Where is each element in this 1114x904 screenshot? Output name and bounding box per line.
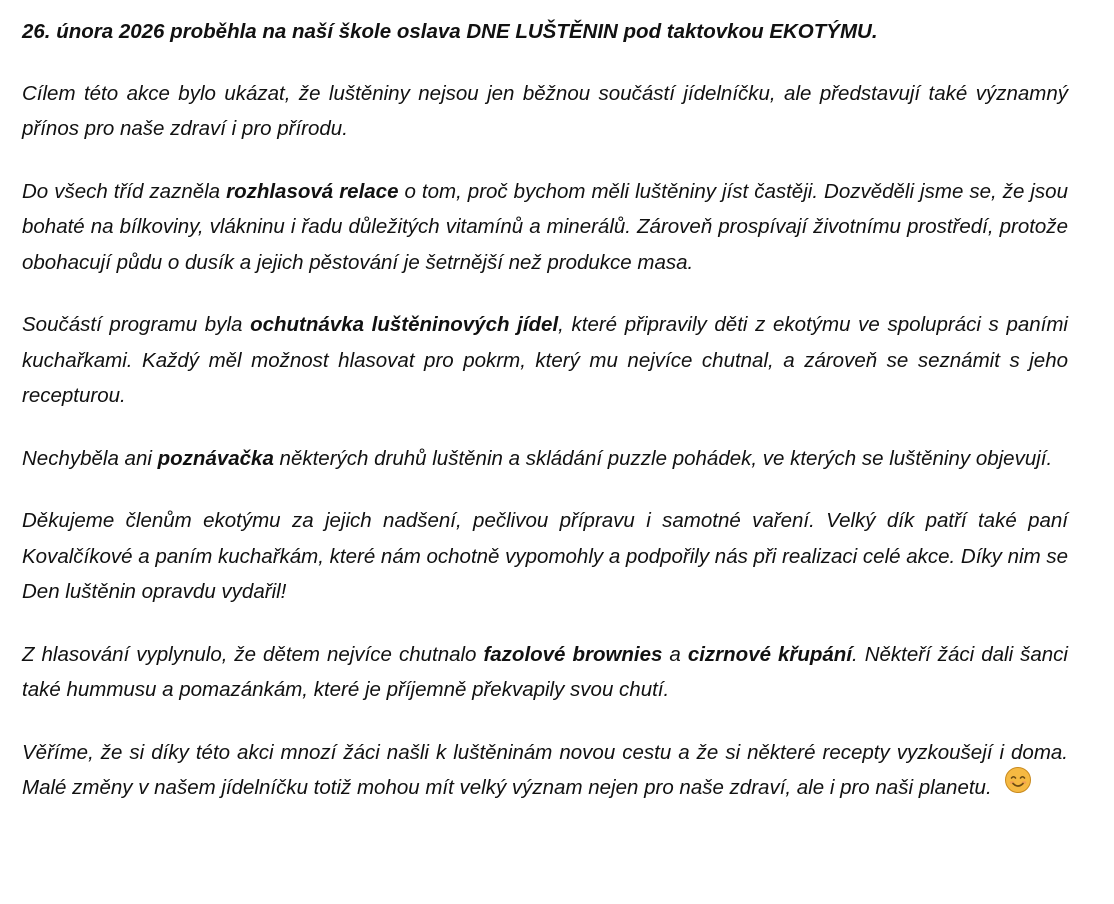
paragraph-quiz-text-c: některých druhů luštěnin a skládání puzzle pohádek, ve kterých se luštěniny objevují.	[273, 446, 1053, 470]
smiling-face-icon	[1004, 766, 1032, 806]
paragraph-radio-highlight: rozhlasová relace	[226, 179, 399, 203]
paragraph-tasting	[22, 307, 1068, 414]
paragraph-quiz-highlight: poznávačka	[157, 446, 274, 470]
paragraph-voting-text-c: a	[662, 642, 688, 666]
paragraph-voting	[22, 637, 1068, 708]
paragraph-quiz	[22, 441, 1068, 477]
paragraph-radio-text-a: Do všech tříd zazněla	[22, 179, 227, 203]
paragraph-tasting-highlight: ochutnávka luštěninových jídel	[250, 313, 559, 336]
paragraph-closing-text: Věříme, že si díky této akci mnozí žáci našli k luštěninám novou cestu a že si některé recepty vyzkoušejí i doma. Malé změny v našem jídelníčku totiž mohou mít velký význam nejen pro naše zdraví, ale i pro naši planetu.	[22, 740, 1068, 799]
document-title: 26. února 2026 proběhla na naší škole oslava DNE LUŠTĚNIN pod taktovkou EKOTÝMU.	[22, 20, 878, 43]
paragraph-voting-text-e: . Někteří žáci dali šanci také hummusu a pomazánkám, které je příjemně překvapily svou chutí.	[22, 642, 1068, 701]
paragraph-quiz-text-a: Nechyběla ani	[22, 446, 158, 470]
paragraph-radio	[22, 174, 1068, 281]
paragraph-thanks: Děkujeme členům ekotýmu za jejich nadšení, pečlivou přípravu i samotné vaření. Velký dík patří také paní Kovalčíkové a paním kuchařkám, které nám ochotně vypomohly a podpořily nás při realizaci celé akce. Díky nim se Den luštěnin opravdu vydařil!	[22, 509, 1068, 603]
paragraph-tasting-text-c: , které připravily děti z ekotýmu ve spolupráci s paními kuchařkami. Každý měl možnost hlasovat pro pokrm, který mu nejvíce chutnal, a zároveň se seznámit s jeho recepturou.	[22, 313, 1068, 407]
paragraph-goal: Cílem této akce bylo ukázat, že luštěniny nejsou jen běžnou součástí jídelníčku, ale představují také významný přínos pro naše zdraví i pro přírodu.	[22, 81, 1068, 140]
paragraph-radio-text-c: o tom, proč bychom měli luštěniny jíst častěji. Dozvěděli jsme se, že jsou bohaté na bílkoviny, vlákninu i řadu důležitých vitamínů a minerálů. Zároveň prospívají životnímu prostředí, protože obohacují půdu o dusík a jejich pěstování je šetrnější než produkce masa.	[22, 179, 1068, 274]
paragraph-voting-highlight-brownies: fazolové brownies	[483, 642, 663, 666]
paragraph-voting-text-a: Z hlasování vyplynulo, že dětem nejvíce chutnalo	[22, 642, 484, 666]
paragraph-voting-highlight-chickpea: cizrnové křupání	[687, 642, 853, 666]
paragraph-tasting-text-a: Součástí programu byla	[22, 313, 251, 336]
document-body	[22, 14, 1068, 833]
paragraph-closing	[22, 735, 1068, 806]
